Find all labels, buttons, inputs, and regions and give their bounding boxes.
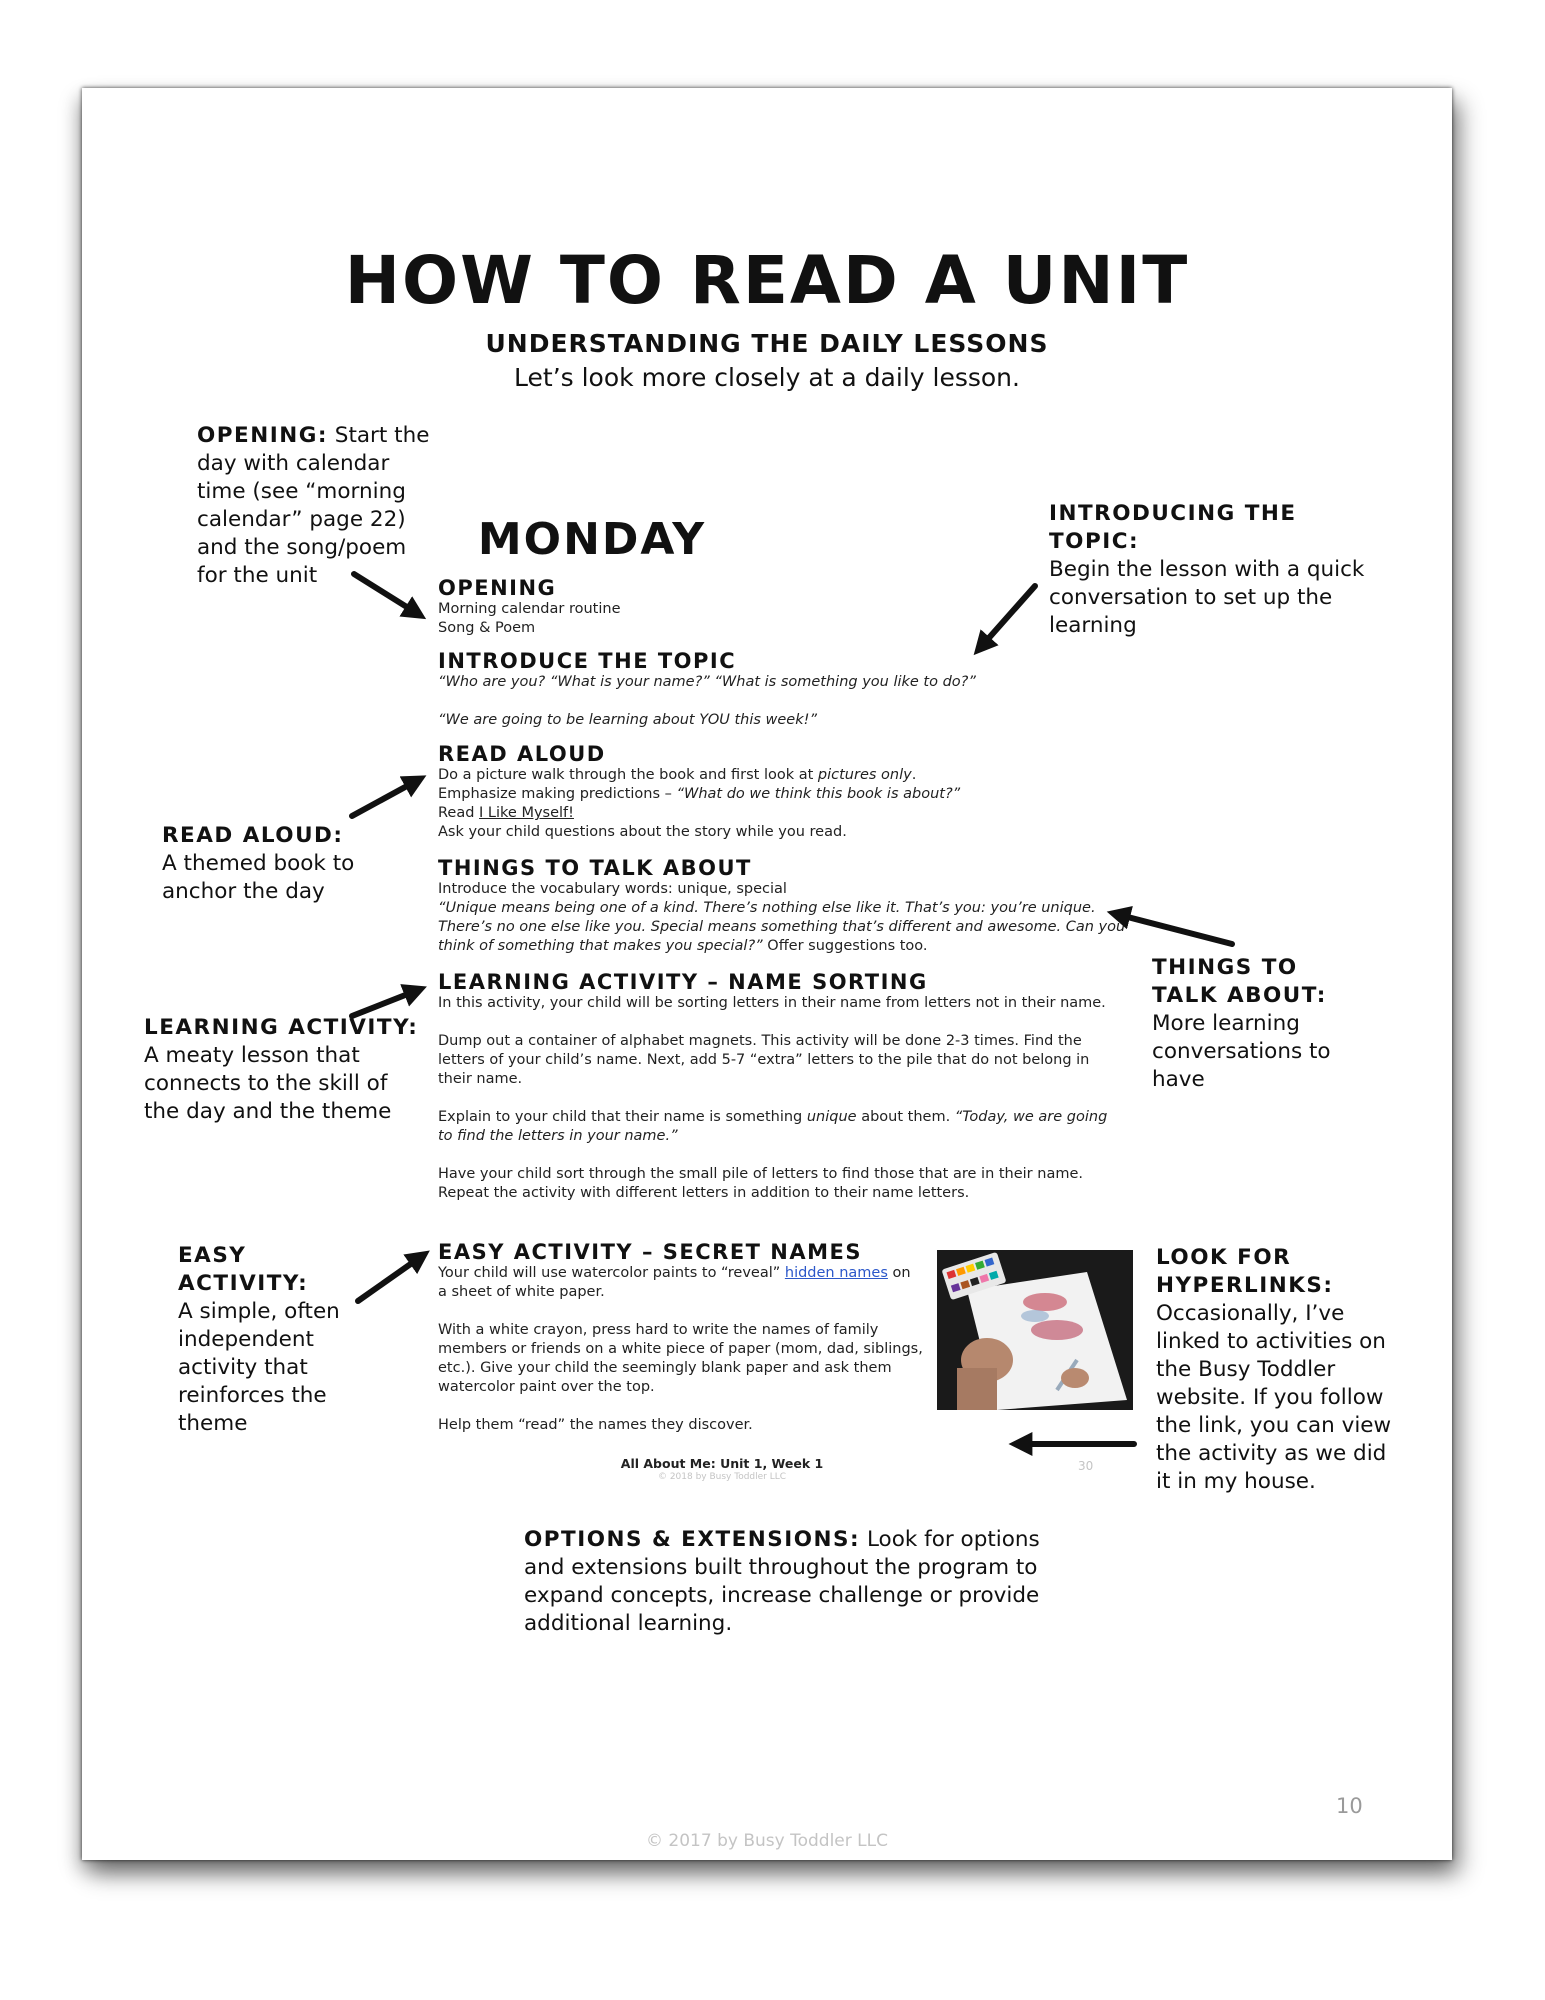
text-span: about them. — [856, 1109, 955, 1125]
callout-easy-activity-label: EASY ACTIVITY: — [178, 1243, 309, 1296]
page-lead: Let’s look more closely at a daily lesson. — [514, 363, 1020, 392]
text-span: Your child will use watercolor paints to “reveal” — [438, 1265, 785, 1281]
text-span: Offer suggestions too. — [762, 938, 928, 954]
arrow-icon — [352, 990, 418, 1016]
text-span: Do a picture walk through the book and first look at — [438, 767, 818, 783]
lesson-learning-p2: Dump out a container of alphabet magnets. This activity will be done 2-3 times. Find the letters of your child’s name. Next, add 5-7 “extra” letters to the pile that do not belong in their name. — [438, 1033, 1090, 1087]
text-span: “Unique means being one of a kind. There’s nothing else like it. That’s you: you’re unique. There’s no one else like you. Special means something that’s different and awesome. Can you think of something that makes you special?” — [438, 900, 1126, 954]
lesson-read-aloud-heading: READ ALOUD — [438, 742, 606, 766]
lesson-introduce-line-2: “We are going to be learning about YOU this week!” — [438, 712, 817, 728]
text-span: . — [911, 767, 917, 783]
callout-introducing-topic-text: Begin the lesson with a quick conversation to set up the learning — [1049, 557, 1365, 638]
callout-introducing-topic-label: INTRODUCING THE TOPIC: — [1049, 501, 1297, 554]
callout-hyperlinks-label: LOOK FOR HYPERLINKS: — [1156, 1245, 1334, 1298]
callout-read-aloud-label: READ ALOUD: — [162, 823, 344, 848]
callout-opening-label: OPENING: — [197, 423, 328, 448]
lesson-easy-heading: EASY ACTIVITY – SECRET NAMES — [438, 1240, 862, 1264]
text-span: Explain to your child that their name is something — [438, 1109, 807, 1125]
lesson-learning-p1: In this activity, your child will be sorting letters in their name from letters not in their name. — [438, 995, 1106, 1011]
text-span: “Today, we are going to find the letters in your name.” — [438, 1109, 1108, 1144]
callout-read-aloud-text: A themed book to anchor the day — [162, 851, 355, 904]
lesson-read-aloud-line-4: Ask your child questions about the story while you read. — [438, 824, 847, 840]
callout-things-to-talk-label: THINGS TO TALK ABOUT: — [1152, 955, 1327, 1008]
lesson-talk-about-heading: THINGS TO TALK ABOUT — [438, 856, 752, 880]
text-span: unique — [806, 1109, 857, 1125]
lesson-page-number: 30 — [1078, 1459, 1094, 1473]
lesson-footer-copyright: © 2018 by Busy Toddler LLC — [657, 1472, 787, 1482]
callout-opening-text: Start the day with calendar time (see “morning calendar” page 22) and the song/poem for the unit — [197, 423, 430, 588]
arrow-icon — [354, 574, 418, 614]
document-page — [82, 88, 1452, 1860]
callout-options-text: Look for options and extensions built throughout the program to expand concepts, increase challenge or provide additional learning. — [524, 1527, 1040, 1636]
lesson-opening-heading: OPENING — [438, 576, 557, 600]
arrow-icon — [1116, 914, 1232, 944]
callout-options-label: OPTIONS & EXTENSIONS: — [524, 1527, 861, 1552]
lesson-footer: All About Me: Unit 1, Week 1 — [620, 1456, 824, 1471]
callout-learning-activity-label: LEARNING ACTIVITY: — [144, 1015, 419, 1040]
arrows-layer — [82, 88, 1452, 1860]
text-span: Emphasize making predictions – — [438, 786, 677, 802]
text-span: on a sheet of white paper. — [438, 1265, 911, 1300]
page-title: HOW TO READ A UNIT — [344, 242, 1190, 319]
lesson-introduce-line-1: “Who are you? “What is your name?” “What is something you like to do?” — [438, 674, 976, 690]
book-title-link[interactable]: I Like Myself! — [479, 805, 574, 821]
callout-learning-activity-text: A meaty lesson that connects to the skill of the day and the theme — [144, 1043, 392, 1124]
arrow-icon — [352, 780, 418, 816]
page-number: 10 — [1336, 1794, 1363, 1818]
page-copyright: © 2017 by Busy Toddler LLC — [646, 1831, 888, 1851]
arrow-icon — [980, 586, 1035, 648]
page-subtitle: UNDERSTANDING THE DAILY LESSONS — [485, 329, 1049, 358]
callout-things-to-talk-text: More learning conversations to have — [1152, 1011, 1331, 1092]
lesson-talk-about-line-1: Introduce the vocabulary words: unique, special — [438, 881, 787, 897]
lesson-day-title: MONDAY — [477, 514, 707, 565]
hidden-names-link[interactable]: hidden names — [784, 1265, 888, 1281]
lesson-easy-p3: Help them “read” the names they discover. — [438, 1417, 753, 1433]
arrow-icon — [358, 1256, 422, 1301]
lesson-opening-line-2: Song & Poem — [438, 620, 536, 636]
text-span: Read — [438, 805, 480, 821]
lesson-learning-p4: Have your child sort through the small pile of letters to find those that are in their name. Repeat the activity with different letters in addition to their name letters. — [438, 1166, 1083, 1201]
lesson-introduce-heading: INTRODUCE THE TOPIC — [438, 649, 737, 673]
callout-hyperlinks-text: Occasionally, I’ve linked to activities on the Busy Toddler website. If you follow the link, you can view the activity as we did it in my house. — [1156, 1301, 1392, 1494]
callout-easy-activity-text: A simple, often independent activity that reinforces the theme — [178, 1299, 340, 1436]
text-span: pictures only — [817, 767, 912, 783]
lesson-learning-heading: LEARNING ACTIVITY – NAME SORTING — [438, 970, 928, 994]
text-span: “What do we think this book is about?” — [676, 786, 961, 802]
lesson-easy-p2: With a white crayon, press hard to write the names of family members or friends on a white piece of paper (mom, dad, siblings, etc.). Give your child the seemingly blank paper and ask them watercolor paint over the top. — [438, 1322, 923, 1395]
lesson-opening-line-1: Morning calendar routine — [438, 601, 621, 617]
